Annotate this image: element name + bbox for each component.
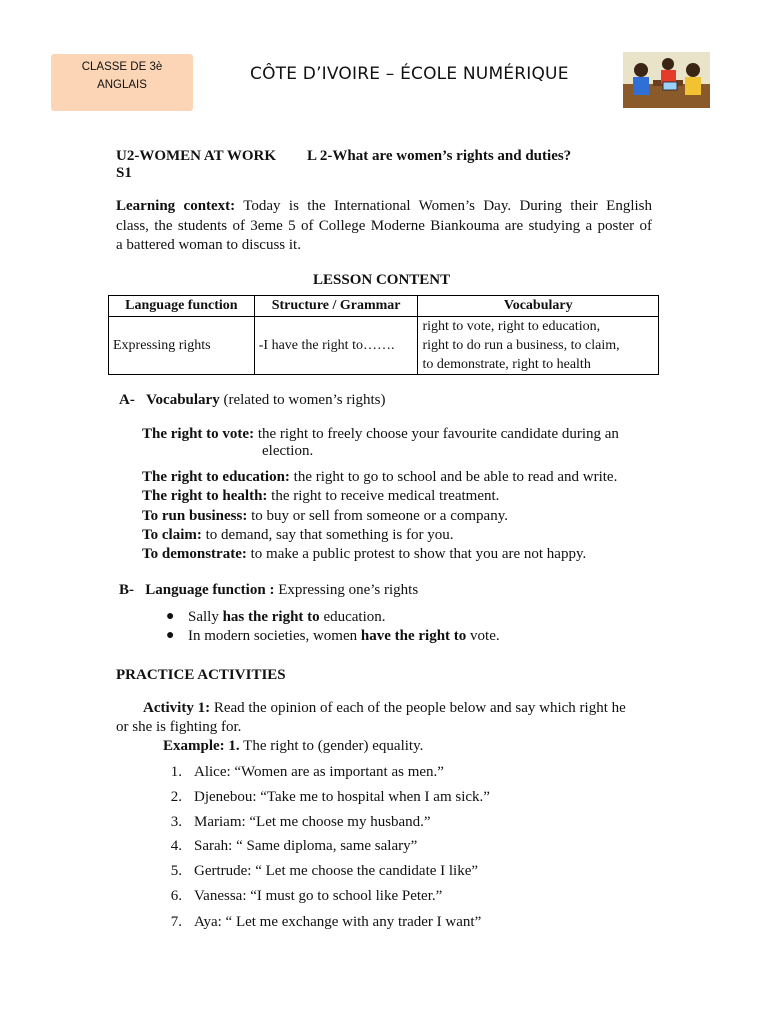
students-illustration bbox=[623, 52, 710, 108]
bullet-item bbox=[188, 609, 386, 626]
vocab-definition: the right to receive medical treatment. bbox=[271, 488, 500, 504]
practice-heading: PRACTICE ACTIVITIES bbox=[116, 667, 286, 683]
section-b-heading bbox=[119, 581, 418, 600]
activity-instruction-line1 bbox=[143, 699, 626, 718]
vocab-definition: to buy or sell from someone or a company. bbox=[251, 508, 508, 524]
vocab-term: To run business: bbox=[142, 508, 248, 524]
vocabulary-cell bbox=[418, 317, 659, 375]
list-item: Mariam: “Let me choose my husband.” bbox=[194, 814, 431, 830]
vocab-definition: to make a public protest to show that you are not happy. bbox=[250, 546, 587, 562]
bullet-text: education. bbox=[323, 609, 386, 625]
vocab-definition: the right to go to school and be able to read and write. bbox=[293, 469, 618, 485]
vocab-item bbox=[142, 487, 499, 506]
lesson-content-heading: LESSON CONTENT bbox=[313, 272, 451, 288]
learning-context-text1: Today is the International Women’s Day. During their English bbox=[243, 198, 652, 214]
list-item: Vanessa: “I must go to school like Peter.” bbox=[194, 888, 443, 904]
table-header-row bbox=[109, 296, 659, 317]
learning-context-line1 bbox=[116, 197, 652, 216]
section-subtitle: (related to women’s rights) bbox=[223, 392, 386, 408]
bullet-icon: ● bbox=[166, 628, 175, 643]
bullet-text: Sally bbox=[188, 609, 223, 625]
learning-context-line3: a battered woman to discuss it. bbox=[116, 237, 301, 253]
table-cell: -I have the right to……. bbox=[254, 317, 418, 375]
example-text: The right to (gender) equality. bbox=[243, 738, 424, 754]
list-number: 5. bbox=[170, 863, 182, 879]
bullet-emphasis: have the right to bbox=[360, 628, 467, 644]
table-row bbox=[109, 317, 659, 375]
list-number: 3. bbox=[170, 814, 182, 830]
vocab-item bbox=[142, 425, 619, 444]
list-number: 4. bbox=[170, 838, 182, 854]
vocab-item bbox=[142, 545, 586, 564]
activity-text: Read the opinion of each of the people below and say which right he bbox=[213, 700, 626, 716]
vocab-line: right to do run a business, to claim, bbox=[422, 338, 620, 353]
list-item: Sarah: “ Same diploma, same salary” bbox=[194, 838, 418, 854]
session-label: S1 bbox=[116, 165, 132, 181]
vocab-term: The right to health: bbox=[142, 488, 268, 504]
section-letter: B- bbox=[119, 582, 134, 598]
vocab-term: To demonstrate: bbox=[142, 546, 247, 562]
bullet-text: In modern societies, women bbox=[188, 628, 361, 644]
list-item: Alice: “Women are as important as men.” bbox=[194, 764, 444, 780]
vocab-definition: the right to freely choose your favourite candidate during an bbox=[257, 426, 619, 442]
column-header: Structure / Grammar bbox=[254, 296, 418, 317]
vocab-definition: to demand, say that something is for you. bbox=[205, 527, 454, 543]
section-title: Vocabulary bbox=[146, 392, 220, 408]
unit-title: U2-WOMEN AT WORK bbox=[116, 148, 277, 164]
vocab-line: to demonstrate, right to health bbox=[422, 357, 591, 372]
subject: ANGLAIS bbox=[97, 79, 147, 91]
vocab-term: To claim: bbox=[142, 527, 202, 543]
column-header: Vocabulary bbox=[418, 296, 659, 317]
section-subtitle: Expressing one’s rights bbox=[278, 582, 419, 598]
list-item: Gertrude: “ Let me choose the candidate I like” bbox=[194, 863, 479, 879]
vocab-line: right to vote, right to education, bbox=[422, 319, 601, 334]
table-cell: Expressing rights bbox=[109, 317, 255, 375]
list-number: 7. bbox=[170, 914, 182, 930]
example-label: Example: 1. bbox=[163, 738, 240, 754]
lesson-title: L 2-What are women’s rights and duties? bbox=[307, 148, 572, 164]
vocab-item bbox=[142, 468, 617, 487]
list-item: Djenebou: “Take me to hospital when I am sick.” bbox=[194, 789, 490, 805]
example-line bbox=[163, 737, 423, 756]
bullet-text: vote. bbox=[466, 628, 500, 644]
activity-instruction-line2: or she is fighting for. bbox=[116, 719, 242, 735]
section-title: Language function : bbox=[145, 582, 275, 598]
class-badge bbox=[51, 54, 193, 111]
activity-label: Activity 1: bbox=[143, 700, 211, 716]
column-header: Language function bbox=[109, 296, 255, 317]
list-number: 6. bbox=[170, 888, 182, 904]
bullet-icon: ● bbox=[166, 609, 175, 624]
lesson-content-table bbox=[108, 295, 659, 375]
learning-context-label: Learning context: bbox=[116, 198, 236, 214]
page-title: CÔTE D’IVOIRE – ÉCOLE NUMÉRIQUE bbox=[250, 64, 569, 84]
list-item: Aya: “ Let me exchange with any trader I want” bbox=[194, 914, 482, 930]
list-number: 1. bbox=[170, 764, 182, 780]
class-level: CLASSE DE 3è bbox=[81, 61, 163, 73]
vocab-term: The right to education: bbox=[142, 469, 290, 485]
vocab-item bbox=[142, 507, 508, 526]
bullet-emphasis: has the right to bbox=[222, 609, 324, 625]
learning-context-line2: class, the students of 3eme 5 of College Moderne Biankouma are studying a poster of bbox=[116, 218, 652, 234]
vocab-definition-cont: election. bbox=[262, 443, 314, 459]
list-number: 2. bbox=[170, 789, 182, 805]
bullet-item bbox=[188, 628, 500, 645]
section-a-heading bbox=[119, 391, 386, 410]
vocab-term: The right to vote: bbox=[142, 426, 255, 442]
section-letter: A- bbox=[119, 392, 135, 408]
vocab-item bbox=[142, 526, 454, 545]
